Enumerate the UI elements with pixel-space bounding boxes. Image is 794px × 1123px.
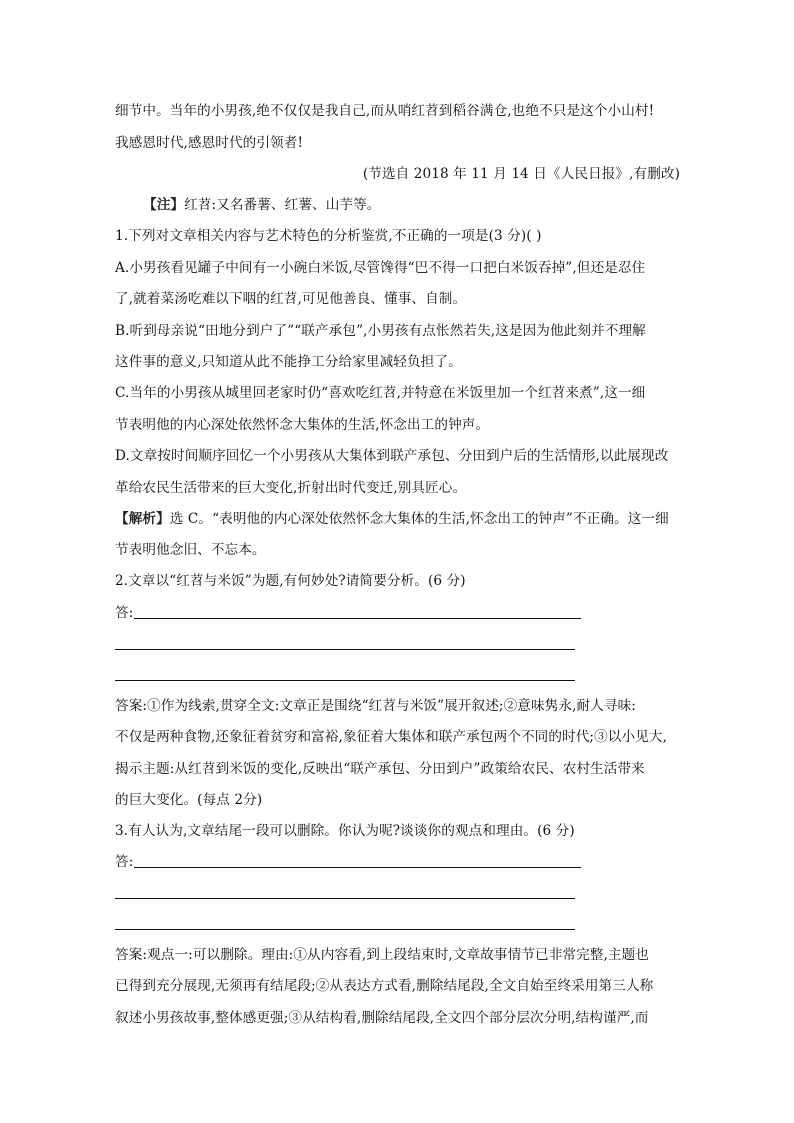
answer-line: 叙述小男孩故事,整体感更强;③从结构看,删除结尾段,全文四个部分层次分明,结构谨严,而 — [115, 1010, 649, 1026]
option-a-line: A.小男孩看见罐子中间有一小碗白米饭,尽管馋得“巴不得一口把白米饭吞掉”,但还是忍住 — [115, 260, 646, 276]
answer-line: 已得到充分展现,无须再有结尾段;②从表达方式看,删除结尾段,全文自始至终采用第三人称 — [115, 978, 654, 994]
note-tag: 【注】 — [143, 197, 185, 213]
option-c-line: 节表明他的内心深处依然怀念大集体的生活,怀念出工的钟声。 — [115, 417, 490, 433]
option-c-line: C.当年的小男孩从城里回老家时仍“喜欢吃红苕,并特意在米饭里加一个红苕来煮”,这一细 — [115, 385, 646, 401]
question-3-stem: 3.有人认为,文章结尾一段可以删除。你认为呢?谈谈你的观点和理由。(6 分) — [115, 823, 575, 839]
answer-line: 不仅是两种食物,还象征着贫穷和富裕,象征着大集体和联产承包两个不同的时代;③以小见大, — [115, 729, 667, 745]
note-text: 红苕:又名番薯、红薯、山芋等。 — [184, 197, 381, 213]
option-b-line: B.听到母亲说“田地分到户了”“联产承包”,小男孩有点怅然若失,这是因为他此刻并不理解 — [115, 323, 646, 339]
answer-blank-line[interactable] — [134, 618, 581, 619]
option-d-line: D.文章按时间顺序回忆一个小男孩从大集体到联产承包、分田到户后的生活情形,以此展现改 — [115, 448, 669, 464]
option-d-line: 革给农民生活带来的巨大变化,折射出时代变迁,别具匠心。 — [115, 480, 467, 496]
analysis — [115, 510, 685, 528]
answer-blank-line[interactable] — [115, 929, 575, 930]
note — [143, 196, 713, 214]
answer-line: 答案:①作为线索,贯穿全文:文章正是围绕“红苕与米饭”展开叙述;②意味隽永,耐人寻味: — [115, 698, 636, 714]
paragraph-line: 细节中。当年的小男孩,绝不仅仅是我自己,而从哨红苕到稻谷满仓,也绝不只是这个小山村! — [115, 103, 655, 119]
answer-line: 答案:观点一:可以删除。理由:①从内容看,到上段结束时,文章故事情节已非常完整,主题也 — [115, 947, 649, 963]
question-2-stem: 2.文章以“红苕与米饭”为题,有何妙处?请简要分析。(6 分) — [115, 573, 466, 589]
answer-prefix: 答: — [115, 605, 134, 621]
option-a-line: 了,就着菜汤吃难以下咽的红苕,可见他善良、懂事、自制。 — [115, 291, 467, 307]
answer-prefix: 答: — [115, 854, 134, 870]
analysis-text: 选 C。“表明他的内心深处依然怀念大集体的生活,怀念出工的钟声”不正确。这一细 — [169, 511, 669, 527]
answer-blank-line[interactable] — [115, 649, 575, 650]
question-1-stem: 1.下列对文章相关内容与艺术特色的分析鉴赏,不正确的一项是(3 分)( ) — [115, 228, 542, 244]
source-citation: (节选自 2018 年 11 月 14 日《人民日报》,有删改) — [362, 166, 680, 182]
answer-line: 揭示主题:从红苕到米饭的变化,反映出“联产承包、分田到户”政策给农民、农村生活带来 — [115, 761, 645, 777]
analysis-tag: 【解析】 — [115, 511, 170, 527]
answer-blank-line[interactable] — [115, 680, 575, 681]
answer-blank-line[interactable] — [134, 867, 581, 868]
paragraph-line: 我感恩时代,感恩时代的引领者! — [115, 135, 304, 151]
answer-blank-line[interactable] — [115, 898, 575, 899]
answer-line: 的巨大变化。(每点 2分) — [115, 792, 263, 808]
analysis-line: 节表明他念旧、不忘本。 — [115, 542, 266, 558]
option-b-line: 这件事的意义,只知道从此不能挣工分给家里减轻负担了。 — [115, 354, 462, 370]
